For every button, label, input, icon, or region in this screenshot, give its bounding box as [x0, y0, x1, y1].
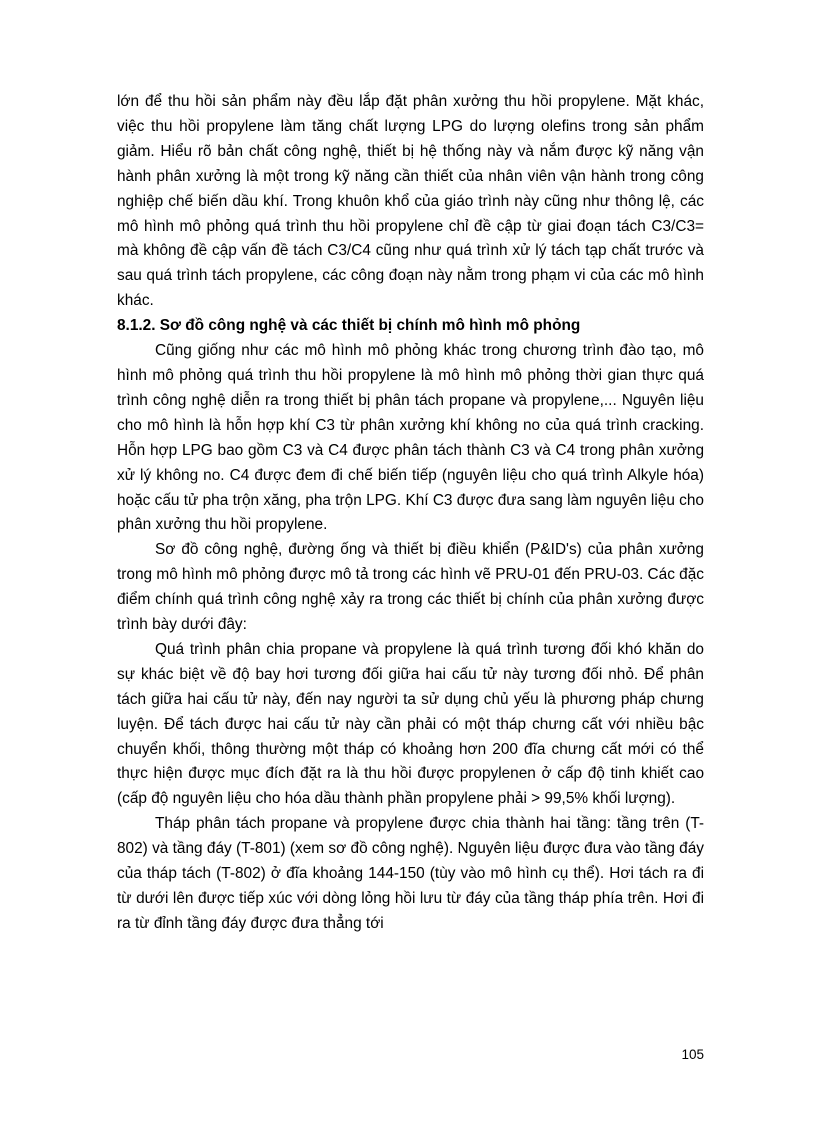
paragraph-pid-diagrams: Sơ đồ công nghệ, đường ống và thiết bị điều khiển (P&ID's) của phân xưởng trong mô hình mô phỏng được mô tả trong các hình vẽ PRU-01 đến PRU-03. Các đặc điểm chính quá trình công nghệ xảy ra trong các thiết bị chính của phân xưởng được trình bày dưới đây:	[117, 541, 704, 634]
body-text	[117, 90, 704, 937]
paragraph-simulation-model: Cũng giống như các mô hình mô phỏng khác trong chương trình đào tạo, mô hình mô phỏng quá trình thu hồi propylene là mô hình mô phỏng thời gian thực quá trình công nghệ diễn ra trong thiết bị phân tách propane và propylene,... Nguyên liệu cho mô hình là hỗn hợp khí C3 từ phân xưởng khí không no của quá trình cracking. Hỗn hợp LPG bao gồm C3 và C4 được phân tách thành C3 và C4 trong phân xưởng xử lý không no. C4 được đem đi chế biến tiếp (nguyên liệu cho quá trình Alkyle hóa) hoặc cấu tử pha trộn xăng, pha trộn LPG. Khí C3 được đưa sang làm nguyên liệu cho phân xưởng thu hồi propylene.	[117, 342, 704, 534]
paragraph-intro-continued: lớn để thu hồi sản phẩm này đều lắp đặt phân xưởng thu hồi propylene. Mặt khác, việc thu hồi propylene làm tăng chất lượng LPG do lượng olefins trong sản phẩm giảm. Hiểu rõ bản chất công nghệ, thiết bị hệ thống này và nắm được kỹ năng vận hành phân xưởng là một trong kỹ năng cần thiết của nhân viên vận hành trong công nghiệp chế biến dầu khí. Trong khuôn khổ của giáo trình này cũng như thông lệ, các mô hình mô phỏng quá trình thu hồi propylene chỉ đề cập từ giai đoạn tách C3/C3= mà không đề cập vấn đề tách C3/C4 cũng như quá trình xử lý tách tạp chất trước và sau quá trình tách propylene, các công đoạn này nằm trong phạm vi của các mô hình khác.	[117, 93, 704, 310]
page-number: 105	[681, 1047, 704, 1062]
section-heading-8-1-2: 8.1.2. Sơ đồ công nghệ và các thiết bị chính mô hình mô phỏng	[117, 317, 581, 335]
paragraph-separation-process: Quá trình phân chia propane và propylene là quá trình tương đối khó khăn do sự khác biệt về độ bay hơi tương đối giữa hai cấu tử này tương đối nhỏ. Để phân tách giữa hai cấu tử này, đến nay người ta sử dụng chủ yếu là phương pháp chưng luyện. Để tách được hai cấu tử này cần phải có một tháp chưng cất với nhiều bậc chuyển khối, thông thường một tháp có khoảng hơn 200 đĩa chưng cất mới có thể thực hiện được mục đích đặt ra là thu hồi được propylenen ở cấp độ tinh khiết cao (cấp độ nguyên liệu cho hóa dầu thành phần propylene phải > 99,5% khối lượng).	[117, 640, 704, 808]
paragraph-splitter-tower: Tháp phân tách propane và propylene được chia thành hai tầng: tầng trên (T-802) và tầng đáy (T-801) (xem sơ đồ công nghệ). Nguyên liệu được đưa vào tầng đáy của tháp tách (T-802) ở đĩa khoảng 144-150 (tùy vào mô hình cụ thể). Hơi tách ra đi từ dưới lên được tiếp xúc với dòng lỏng hồi lưu từ đáy của tầng tháp phía trên. Hơi đi ra từ đỉnh tầng đáy được đưa thẳng tới	[117, 815, 704, 932]
